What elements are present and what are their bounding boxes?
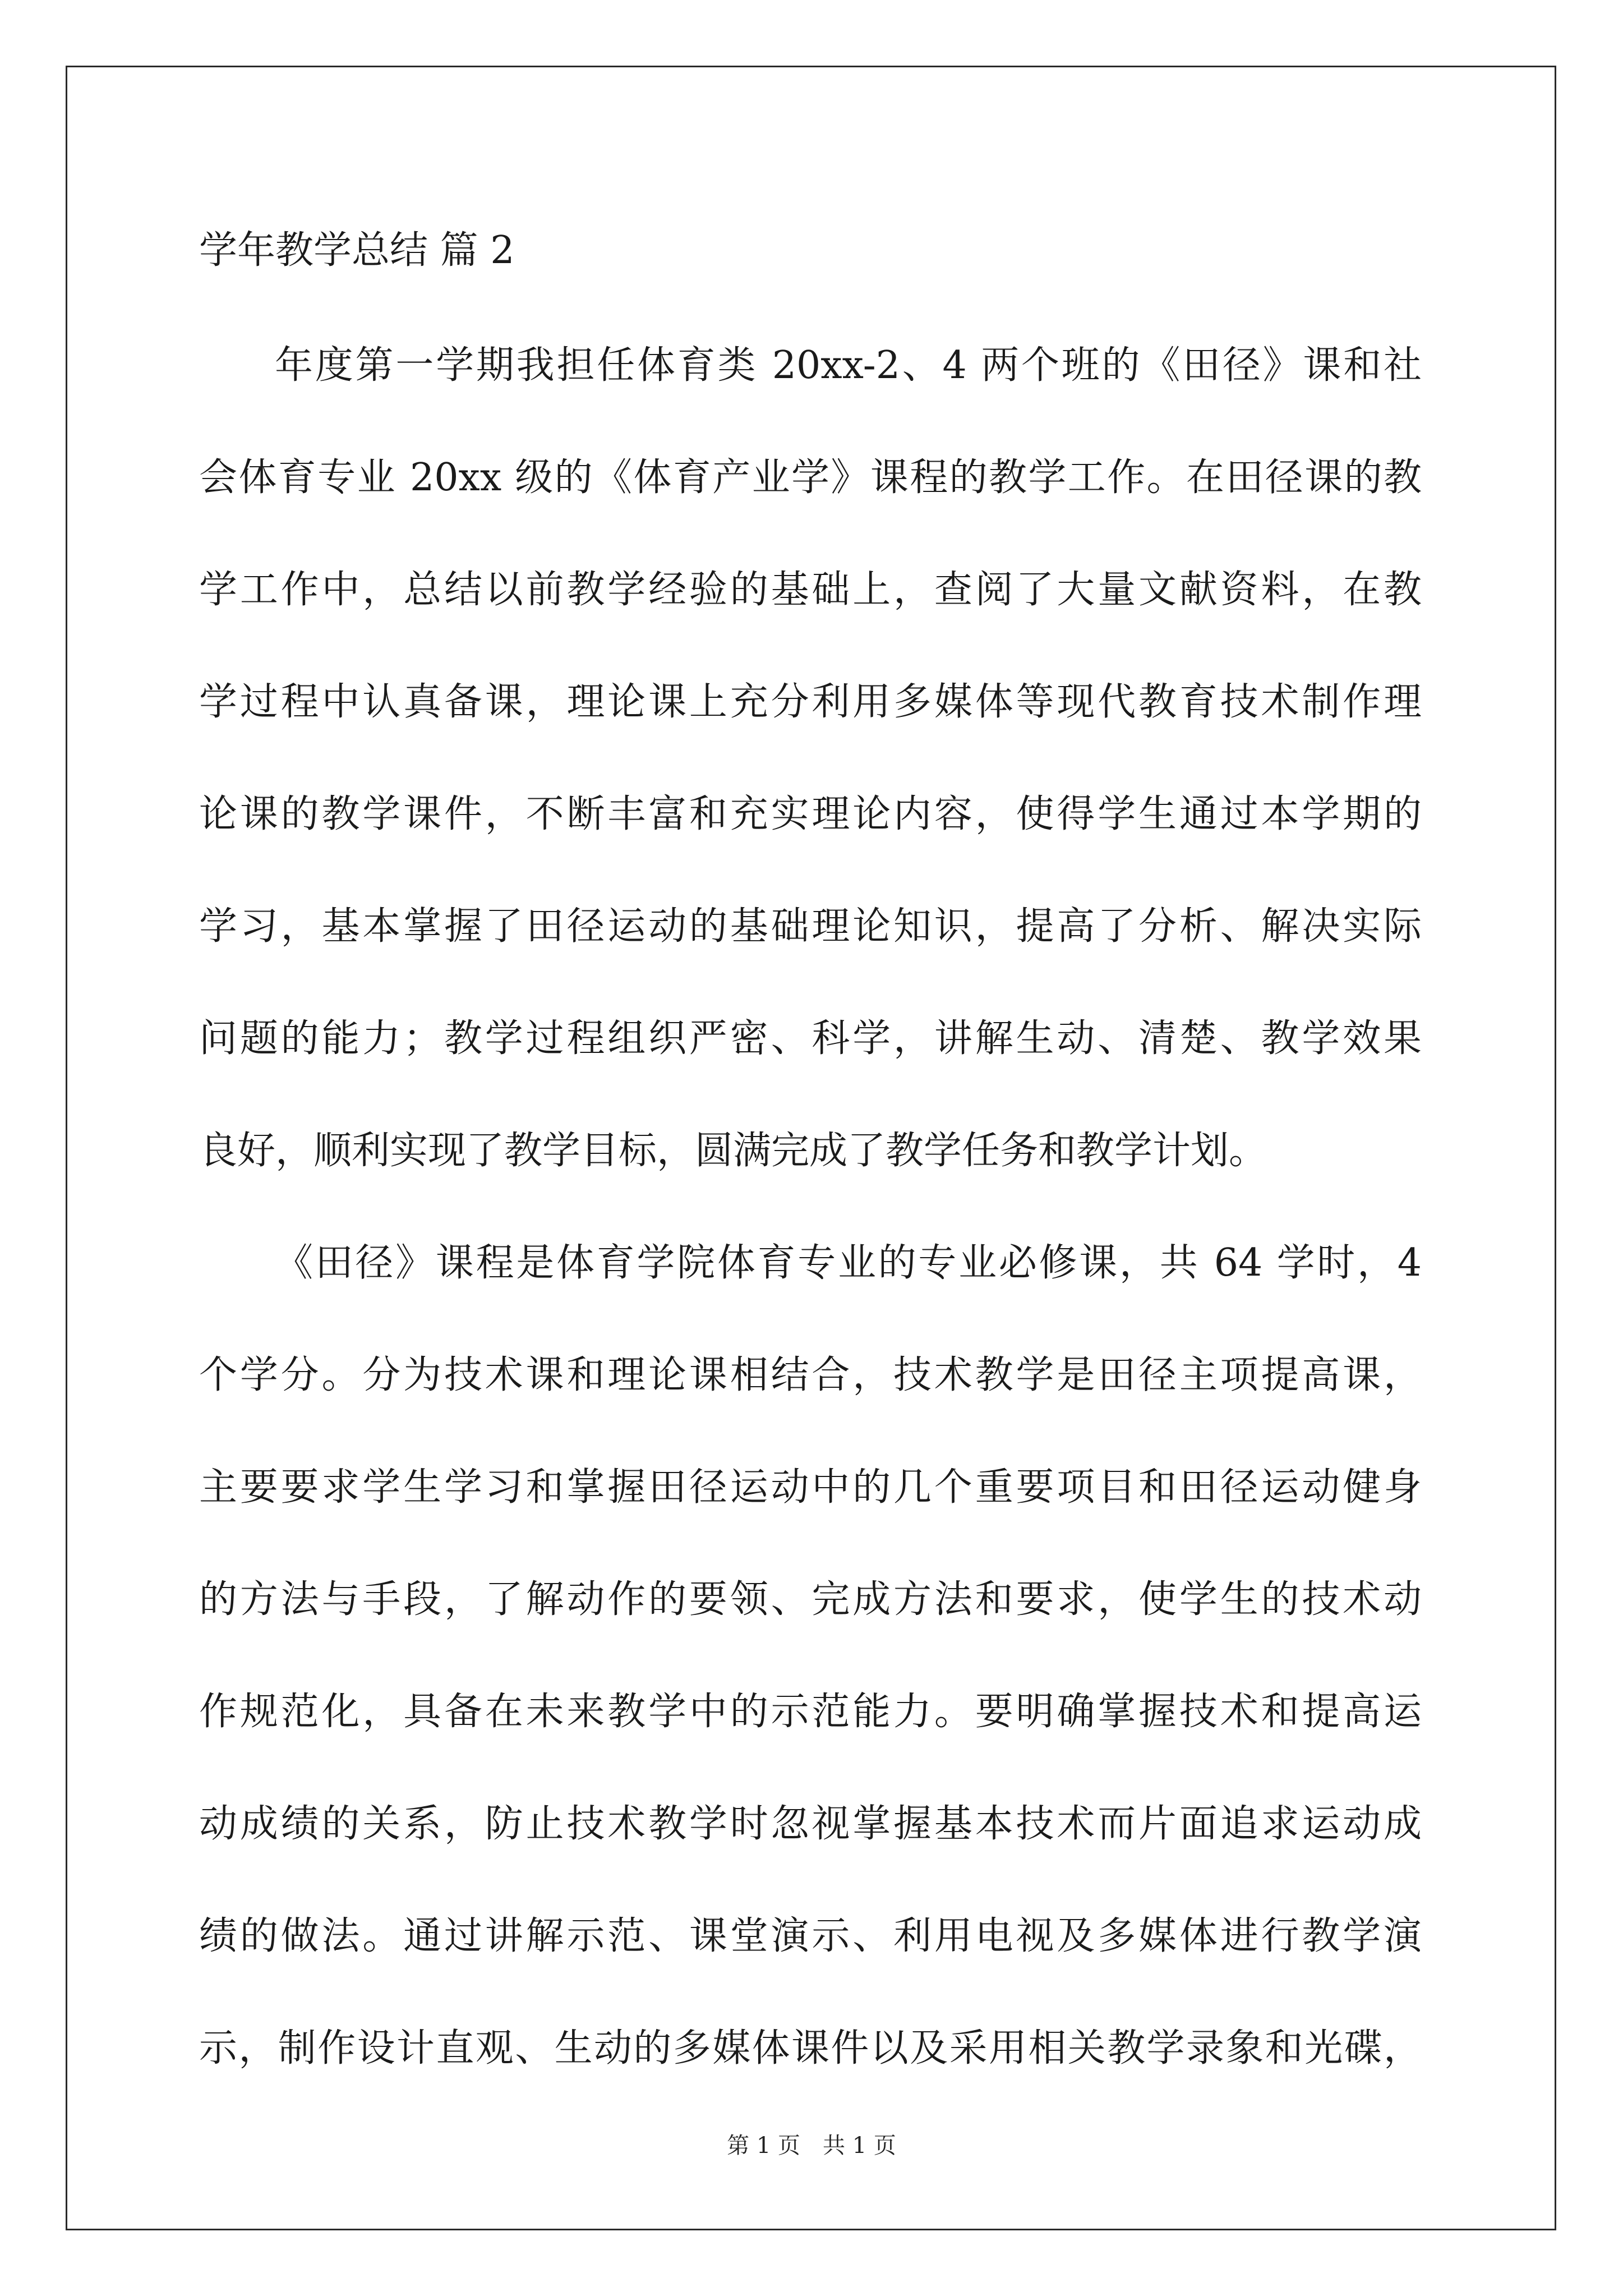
- paragraph-1-line: 论课的教学课件，不断丰富和充实理论内容，使得学生通过本学期的: [199, 792, 1422, 836]
- paragraph-2-line: 动成绩的关系，防止技术教学时忽视掌握基本技术而片面追求运动成: [199, 1802, 1422, 1846]
- paragraph-2-line: 作规范化，具备在未来教学中的示范能力。要明确掌握技术和提高运: [199, 1690, 1422, 1734]
- paragraph-2-line: 个学分。分为技术课和理论课相结合，技术教学是田径主项提高课，: [199, 1353, 1422, 1397]
- paragraph-2-line: 绩的做法。通过讲解示范、课堂演示、利用电视及多媒体进行教学演: [199, 1914, 1422, 1958]
- page-number-footer: 第 1 页 共 1 页: [727, 2133, 896, 2159]
- document-title: 学年教学总结 篇 2: [199, 228, 515, 273]
- paragraph-1-line: 学工作中，总结以前教学经验的基础上，查阅了大量文献资料，在教: [199, 568, 1422, 612]
- paragraph-2-line: 《田径》课程是体育学院体育专业的专业必修课，共 64 学时，4: [275, 1241, 1422, 1285]
- paragraph-1-line: 学过程中认真备课，理论课上充分利用多媒体等现代教育技术制作理: [199, 680, 1422, 724]
- paragraph-2-line: 示，制作设计直观、生动的多媒体课件以及采用相关教学录象和光碟，: [199, 2026, 1422, 2070]
- paragraph-2-line: 的方法与手段，了解动作的要领、完成方法和要求，使学生的技术动: [199, 1577, 1422, 1622]
- paragraph-1-line: 会体育专业 20xx 级的《体育产业学》课程的教学工作。在田径课的教: [199, 455, 1422, 500]
- paragraph-1-line: 学习，基本掌握了田径运动的基础理论知识，提高了分析、解决实际: [199, 904, 1422, 949]
- paragraph-1-line: 良好，顺利实现了教学目标，圆满完成了教学任务和教学计划。: [199, 1129, 1267, 1173]
- paragraph-1-line: 问题的能力；教学过程组织严密、科学，讲解生动、清楚、教学效果: [199, 1016, 1422, 1061]
- paragraph-1-line: 年度第一学期我担任体育类 20xx-2、4 两个班的《田径》课和社: [275, 343, 1422, 388]
- paragraph-2-line: 主要要求学生学习和掌握田径运动中的几个重要项目和田径运动健身: [199, 1465, 1422, 1510]
